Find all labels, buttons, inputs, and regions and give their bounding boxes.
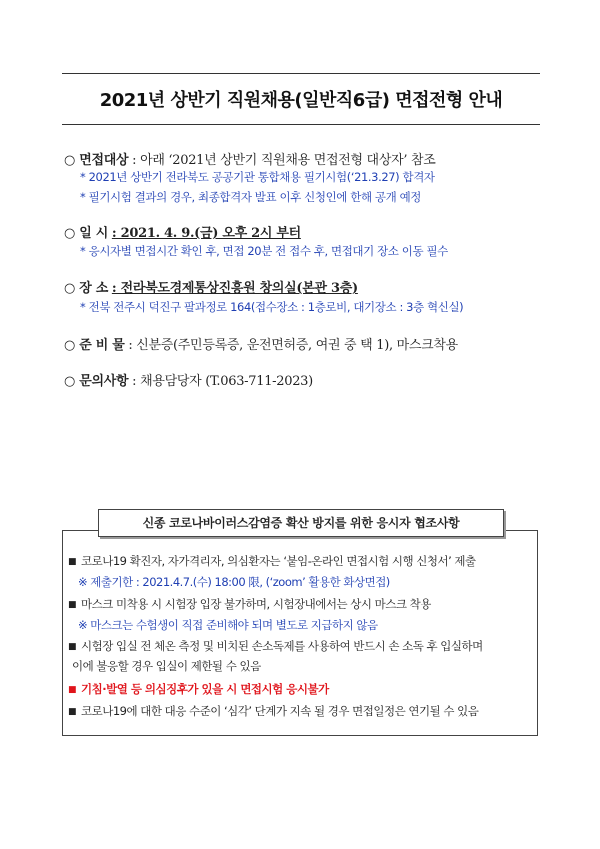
item-value: : 전라북도경제통상진흥원 창의실(본관 3층): [111, 281, 358, 296]
notice-title: 신종 코로나바이러스감염증 확산 방지를 위한 응시자 협조사항: [98, 509, 504, 537]
item-note: * 필기시험 결과의 경우, 최종합격자 발표 이후 신청인에 한해 공개 예정: [80, 190, 422, 204]
item-contact: [64, 370, 313, 389]
notice-item: [68, 553, 476, 569]
notice-text: 시험장 입실 전 체온 측정 및 비치된 손소독제를 사용하여 반드시 손 소독 후 입실하며: [81, 639, 483, 653]
title-box: [62, 73, 540, 125]
page-title: 2021년 상반기 직원채용(일반직6급) 면접전형 안내: [99, 90, 503, 111]
item-value: : 2021. 4. 9.(금) 오후 2시 부터: [111, 226, 301, 241]
item-requirements: [64, 334, 458, 353]
item-datetime: [64, 222, 301, 241]
item-note: * 2021년 상반기 전라북도 공공기관 통합채용 필기시험(‘21.3.27) 합격자: [80, 170, 435, 184]
item-note: * 응시자별 면접시간 확인 후, 면접 20분 전 접수 후, 면접대기 장소 이동 필수: [80, 244, 448, 258]
bullet-square-icon: ■: [68, 642, 77, 652]
item-label: ○ 장 소: [64, 281, 109, 296]
item-value: : 아래 ‘2021년 상반기 직원채용 면접전형 대상자’ 참조: [132, 153, 436, 168]
notice-text: 기침·발열 등 의심징후가 있을 시 면접시험 응시불가: [81, 682, 329, 696]
item-label: ○ 면접대상: [64, 153, 129, 168]
item-value: : 신분증(주민등록증, 운전면허증, 여권 중 택 1), 마스크착용: [128, 338, 458, 353]
notice-text: 코로나19 확진자, 자가격리자, 의심환자는 ‘붙임-온라인 면접시험 시행 신청서’ 제출: [81, 554, 476, 568]
notice-item: [68, 638, 483, 654]
bullet-square-icon: ■: [68, 557, 77, 567]
notice-text-continued: 이에 불응할 경우 입실이 제한될 수 있음: [72, 659, 261, 673]
item-interview-target: [64, 149, 436, 168]
item-location: [64, 277, 358, 296]
notice-text: 마스크 미착용 시 시험장 입장 불가하며, 시험장내에서는 상시 마스크 착용: [81, 597, 431, 611]
item-label: ○ 일 시: [64, 226, 109, 241]
bullet-square-icon: ■: [68, 707, 77, 717]
item-note: * 전북 전주시 덕진구 팔과정로 164(접수장소 : 1층로비, 대기장소 : 3층 혁신실): [80, 300, 464, 314]
bullet-square-icon: ■: [68, 685, 77, 695]
notice-item-warning: [68, 681, 329, 697]
notice-subnote: ※ 제출기한 : 2021.4.7.(수) 18:00 限, (‘zoom’ 활용한 화상면접): [78, 575, 390, 589]
notice-item: [68, 703, 478, 719]
bullet-square-icon: ■: [68, 600, 77, 610]
notice-item: [68, 596, 431, 612]
notice-text: 코로나19에 대한 대응 수준이 ‘심각’ 단계가 지속 될 경우 면접일정은 연기될 수 있음: [81, 704, 479, 718]
item-label: ○ 준 비 물: [64, 338, 125, 353]
notice-subnote: ※ 마스크는 수험생이 직접 준비해야 되며 별도로 지급하지 않음: [78, 618, 378, 632]
item-label: ○ 문의사항: [64, 374, 129, 389]
item-value: : 채용담당자 (T.063-711-2023): [132, 374, 313, 389]
